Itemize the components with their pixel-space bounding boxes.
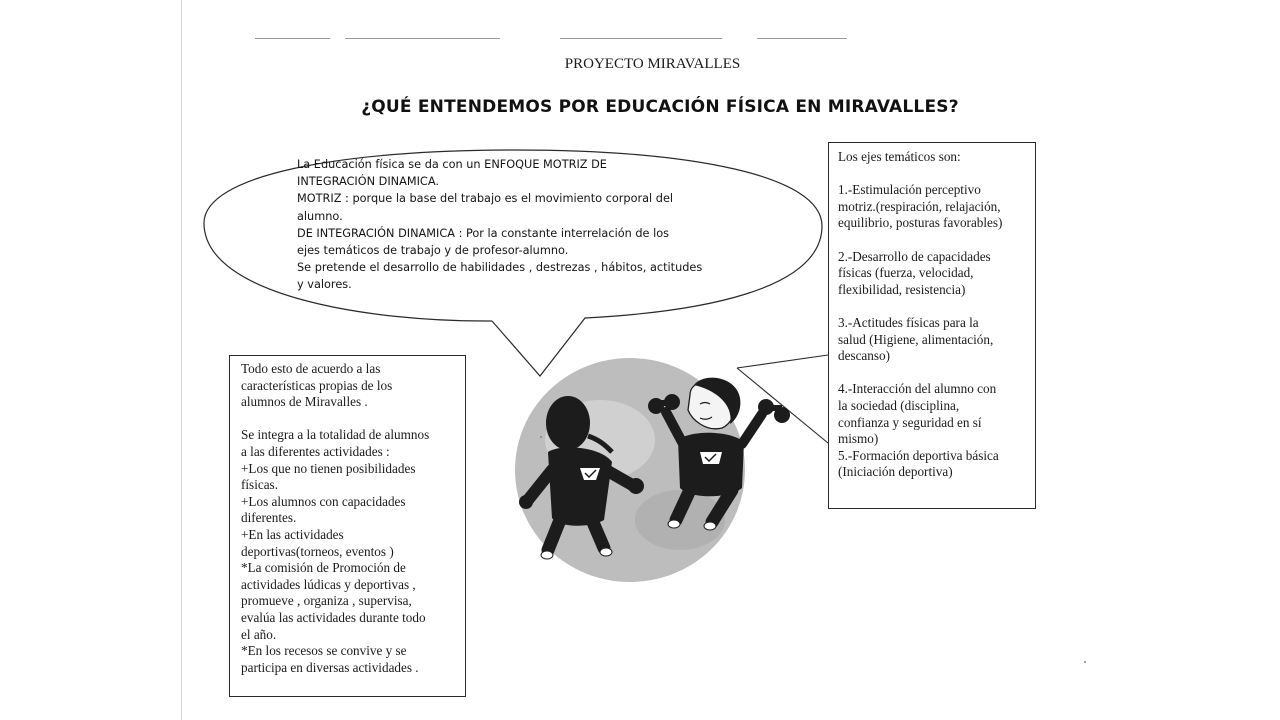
box-line: Se integra a la totalidad de alumnos <box>241 427 430 443</box>
box-line: 5.-Formación deportiva básica <box>838 447 999 463</box>
bubble-line: INTEGRACIÓN DINAMICA. <box>297 175 439 189</box>
page-title: ¿QUÉ ENTENDEMOS POR EDUCACIÓN FÍSICA EN MIRAVALLES? <box>361 97 959 117</box>
box-line: Todo esto de acuerdo a las <box>241 361 381 376</box>
exercise-figures-icon <box>515 358 790 582</box>
box-line: características propias de los <box>241 377 393 393</box>
bubble-line: Se pretende el desarrollo de habilidades , destrezas , hábitos, actitudes <box>297 261 703 275</box>
box-line: motriz.(respiración, relajación, <box>838 198 1001 214</box>
box-line: actividades lúdicas y deportivas , <box>241 576 416 592</box>
box-line: descanso) <box>838 348 890 364</box>
box-line: 3.-Actitudes físicas para la <box>838 314 979 330</box>
bubble-line: MOTRIZ : porque la base del trabajo es el movimiento corporal del <box>297 192 674 206</box>
box-line: 1.-Estimulación perceptivo <box>838 182 981 198</box>
box-line: flexibilidad, resistencia) <box>838 281 966 297</box>
box-line <box>838 232 1031 249</box>
box-line: mismo) <box>838 431 879 447</box>
scan-speck <box>540 436 542 438</box>
box-line: +Los que no tienen posibilidades <box>241 460 416 476</box>
box-line: diferentes. <box>241 510 297 526</box>
box-line: Los ejes temáticos son: <box>838 149 961 164</box>
box-line <box>241 411 459 428</box>
project-name: PROYECTO MIRAVALLES <box>564 56 741 72</box>
bubble-line: ejes temáticos de trabajo y de profesor-alumno. <box>297 244 569 258</box>
integration-text-box <box>229 355 466 697</box>
bubble-line: y valores. <box>297 278 352 292</box>
box-line: evalúa las actividades durante todo <box>241 609 426 625</box>
box-line: 2.-Desarrollo de capacidades <box>838 248 991 264</box>
box-line: salud (Higiene, alimentación, <box>838 331 994 347</box>
box-line: equilibrio, posturas favorables) <box>838 215 1003 231</box>
box-line: promueve , organiza , supervisa, <box>241 593 412 609</box>
box-line <box>838 365 1031 382</box>
scan-speck <box>1084 661 1086 663</box>
speech-bubble-text <box>297 156 712 294</box>
bubble-line: alumno. <box>297 209 343 223</box>
box-line: *La comisión de Promoción de <box>241 560 406 576</box>
box-line: (Iniciación deportiva) <box>838 464 953 480</box>
box-line: +Los alumnos con capacidades <box>241 493 406 509</box>
box-line: participa en diversas actividades . <box>241 659 419 675</box>
box-line: el año. <box>241 626 277 642</box>
box-line <box>838 298 1031 315</box>
bubble-line: DE INTEGRACIÓN DINAMICA : Por la constante interrelación de los <box>297 226 670 240</box>
box-line: físicas (fuerza, velocidad, <box>838 265 974 281</box>
box-line: físicas. <box>241 477 278 493</box>
box-line: alumnos de Miravalles . <box>241 394 368 410</box>
box-line: *En los recesos se convive y se <box>241 643 407 659</box>
box-line <box>838 166 1031 183</box>
box-line: a las diferentes actividades : <box>241 443 390 459</box>
box-line: +En las actividades <box>241 526 344 542</box>
bubble-line: La Educación física se da con un ENFOQUE MOTRIZ DE <box>297 158 607 171</box>
callout-line <box>737 355 828 368</box>
box-line: deportivas(torneos, eventos ) <box>241 543 394 559</box>
box-line: confianza y seguridad en sí <box>838 414 982 430</box>
box-line: 4.-Interacción del alumno con <box>838 381 997 397</box>
box-line: la sociedad (disciplina, <box>838 397 960 413</box>
thematic-axes-box <box>828 142 1036 509</box>
